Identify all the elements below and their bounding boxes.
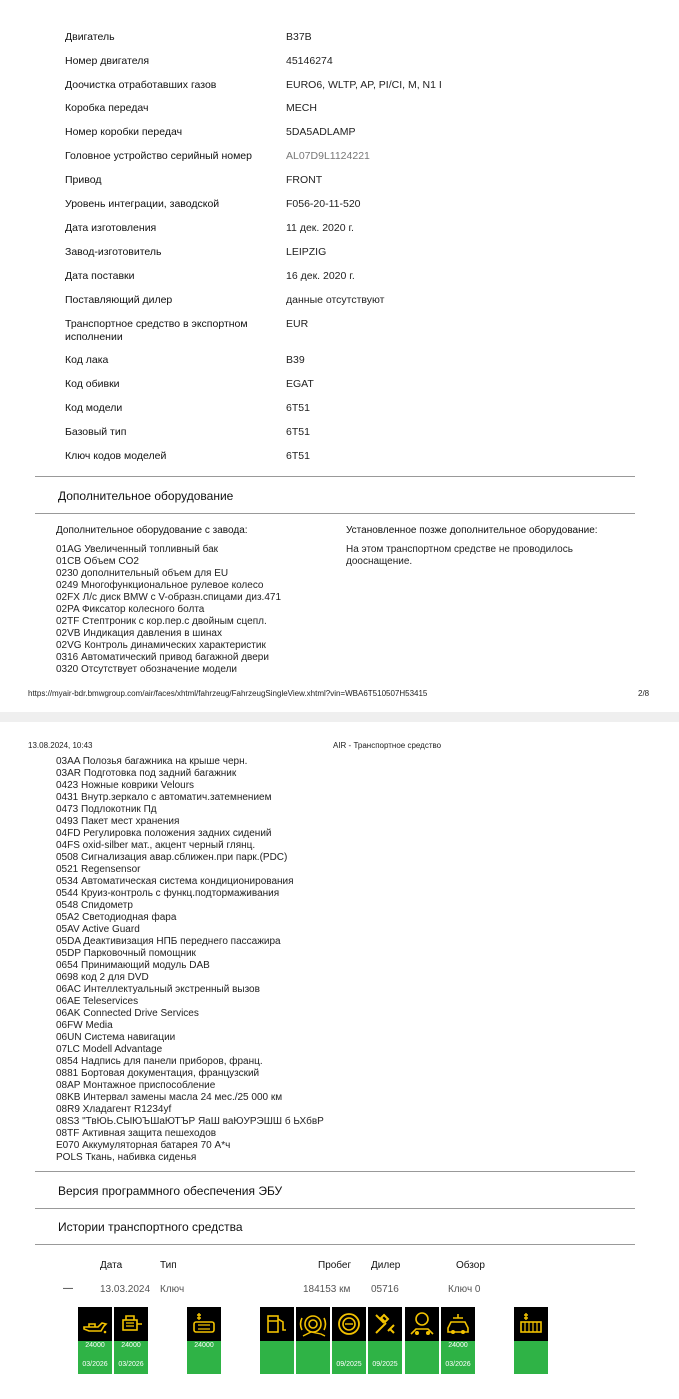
equipment-item: E070 Аккумуляторная батарея 70 А*ч [56,1140,231,1151]
field-label: Дата поставки [65,270,135,282]
service-status [368,1341,402,1374]
factory-equipment-heading: Дополнительное оборудование с завода: [56,525,248,536]
equipment-item: 0654 Принимающий модуль DAB [56,960,210,971]
equipment-item: 02FX Л/с диск BMW с V-образн.спицами диз.471 [56,592,281,603]
field-value: EGAT [286,378,314,390]
service-due-date: 03/2026 [82,1361,108,1368]
equipment-section-title: Дополнительное оборудование [58,489,234,503]
service-tile[interactable] [405,1307,439,1374]
equipment-item: 03AA Полозья багажника на крыше черн. [56,756,248,767]
column-overview: Обзор [456,1260,485,1271]
service-due-date: 09/2025 [336,1361,362,1368]
service-tile[interactable] [368,1307,402,1374]
service-tile[interactable] [187,1307,221,1374]
divider [35,1208,635,1209]
factory-equipment-list [56,544,281,676]
field-label: Код лака [65,354,109,366]
equipment-item: 07LC Modell Advantage [56,1044,163,1055]
wrench-icon [368,1307,402,1341]
field-label: Двигатель [65,31,115,43]
field-value: MECH [286,102,317,114]
column-mileage: Пробег [318,1260,352,1271]
field-value: B39 [286,354,305,366]
service-tile[interactable] [114,1307,148,1374]
equipment-item: 04FD Регулировка положения задних сидений [56,828,272,839]
equipment-item: 0230 дополнительный объем для EU [56,568,229,579]
service-status [514,1341,548,1374]
service-tile[interactable] [78,1307,112,1374]
equipment-item: 0881 Бортовая документация, французский [56,1068,260,1079]
retrofit-equipment-heading: Установленное позже дополнительное оборудование: [346,525,598,536]
equipment-item: 01CB Объем CO2 [56,556,139,567]
service-mileage: 24000 [121,1342,141,1349]
history-mileage: 184153 км [303,1284,351,1295]
equipment-item: 02PA Фиксатор колесного болта [56,604,205,615]
service-mileage: 24000 [194,1342,214,1349]
equipment-item: 08R9 Хладагент R1234yf [56,1104,172,1115]
field-label: Коробка передач [65,102,149,114]
field-label: Поставляющий дилер [65,294,173,306]
field-label: Номер двигателя [65,55,150,67]
service-due-date: 09/2025 [372,1361,398,1368]
divider [35,513,635,514]
field-value: 6T51 [286,402,310,414]
service-tile[interactable] [260,1307,294,1374]
equipment-item: 0473 Подлокотник Пд [56,804,157,815]
fuel-filter-icon [260,1307,294,1341]
service-tile[interactable] [514,1307,548,1374]
field-value: EUR [286,318,309,330]
equipment-item: POLS Ткань, набивка сиденья [56,1152,197,1163]
oil-can-icon [78,1307,112,1341]
field-label: Уровень интеграции, заводской [65,198,220,210]
field-value: 45146274 [286,55,333,67]
service-tile[interactable] [332,1307,366,1374]
collapse-toggle[interactable]: — [63,1283,73,1294]
equipment-item: 05AV Active Guard [56,924,140,935]
equipment-item: 0854 Надпись для панели приборов, франц. [56,1056,263,1067]
brake-pad-icon [296,1307,330,1341]
column-type: Тип [160,1260,177,1271]
equipment-item: 08TF Активная защита пешеходов [56,1128,217,1139]
field-label: Доочистка отработавших газов [65,79,217,91]
retrofit-equipment-text: На этом транспортном средстве не проводилось дооснащение. [346,544,573,567]
equipment-item: 0431 Внутр.зеркало с автоматич.затемнением [56,792,272,803]
print-title: AIR - Транспортное средство [333,741,442,750]
equipment-item: 06FW Media [56,1020,113,1031]
field-value: FRONT [286,174,323,186]
brake-disc-icon [332,1307,366,1341]
equipment-item: 0544 Круиз-контроль с функц.подтормаживания [56,888,280,899]
equipment-item: 0534 Автоматическая система кондиционирования [56,876,294,887]
field-label: Номер коробки передач [65,126,183,138]
field-label: Привод [65,174,102,186]
equipment-item: 0320 Отсутствует обозначение модели [56,664,237,675]
field-value: 6T51 [286,450,310,462]
field-value: данные отсутствуют [286,294,385,306]
column-date: Дата [100,1260,123,1271]
equipment-item: 0493 Пакет мест хранения [56,816,180,827]
equipment-item: 0249 Многофункциональное рулевое колесо [56,580,264,591]
divider [35,1244,635,1245]
field-label: Завод-изготовитель [65,246,162,258]
equipment-item: 04FS oxid-silber мат., акцент черный глянц. [56,840,256,851]
document-page-3 [0,722,679,1399]
field-value: 16 дек. 2020 г. [286,270,355,282]
equipment-item: 02TF Стептроник с кор.пер.с двойным сцепл. [56,616,267,627]
history-date: 13.03.2024 [100,1284,151,1295]
field-label: Транспортное средство в экспортном исполнении [65,318,248,343]
field-label: Головное устройство серийный номер [65,150,252,162]
field-value: AL07D9L1124221 [286,150,370,162]
history-dealer: 05716 [371,1284,399,1295]
equipment-item: 0521 Regensensor [56,864,141,875]
service-status [332,1341,366,1374]
brake-fluid-icon [405,1307,439,1341]
equipment-item: 0508 Сигнализация авар.сближен.при парк.(PDC) [56,852,288,863]
equipment-item: 08KB Интервал замены масла 24 мес./25 000 км [56,1092,283,1103]
ecu-software-title[interactable]: Версия программного обеспечения ЭБУ [58,1184,283,1198]
equipment-item: 03AR Подготовка под задний багажник [56,768,237,779]
equipment-item: 0316 Автоматический привод багажной двери [56,652,269,663]
equipment-item: 0548 Спидометр [56,900,133,911]
equipment-item: 06UN Система навигации [56,1032,176,1043]
field-label: Базовый тип [65,426,127,438]
field-value: 5DA5ADLAMP [286,126,356,138]
equipment-item: 06AE Teleservices [56,996,139,1007]
field-value: LEIPZIG [286,246,327,258]
service-mileage: 24000 [448,1342,468,1349]
equipment-item: 06AK Connected Drive Services [56,1008,199,1019]
oil-filter-icon [114,1307,148,1341]
service-status [296,1341,330,1374]
page-number: 2/8 [638,689,650,698]
equipment-item: 05DP Парковочный помощник [56,948,196,959]
field-value: F056-20-11-520 [286,198,361,210]
microfilter-icon [514,1307,548,1341]
divider [35,1171,635,1172]
particle-filter-icon [187,1307,221,1341]
divider [35,476,635,477]
service-tile[interactable] [441,1307,475,1374]
service-mileage: 24000 [85,1342,105,1349]
field-value: EURO6, WLTP, AP, PI/CI, M, N1 I [286,79,442,91]
field-value: 6T51 [286,426,310,438]
field-value: B37B [286,31,312,43]
factory-equipment-list-continued [56,756,324,1164]
history-overview: Ключ 0 [448,1284,481,1295]
page-separator [0,712,679,722]
equipment-item: 05A2 Светодиодная фара [56,912,177,923]
equipment-item: 01AG Увеличенный топливный бак [56,544,219,555]
service-due-date: 03/2026 [118,1361,144,1368]
equipment-item: 05DA Деактивизация НПБ переднего пассажира [56,936,281,947]
vehicle-check-icon [441,1307,475,1341]
equipment-item: 06AC Интеллектуальный экстренный вызов [56,984,260,995]
equipment-item: 08AP Монтажное приспособление [56,1080,216,1091]
field-label: Дата изготовления [65,222,157,234]
equipment-item: 0698 код 2 для DVD [56,972,149,983]
footer-url[interactable]: https://myair-bdr.bmwgroup.com/air/faces/xhtml/fahrzeug/FahrzeugSingleView.xhtml?vin=WBA6T510507H53415 [28,689,428,698]
history-type: Ключ [160,1284,185,1295]
field-label: Код модели [65,402,123,414]
field-value: 11 дек. 2020 г. [286,222,354,234]
field-label: Код обивки [65,378,120,390]
field-label: Ключ кодов моделей [65,450,167,462]
equipment-item: 02VB Индикация давления в шинах [56,628,222,639]
service-status [260,1341,294,1374]
column-dealer: Дилер [371,1260,401,1271]
vehicle-history-title[interactable]: Истории транспортного средства [58,1220,243,1234]
equipment-item: 08S3 "ТвЮЬ.СЫЮЪШаЮТЪР ЯаШ ваЮУРЭШШ б ЬХбвР [56,1116,324,1127]
equipment-item: 0423 Ножные коврики Velours [56,780,195,791]
print-datetime: 13.08.2024, 10:43 [28,741,93,750]
service-status [405,1341,439,1374]
equipment-item: 02VG Контроль динамических характеристик [56,640,266,651]
service-due-date: 03/2026 [445,1361,471,1368]
service-tile[interactable] [296,1307,330,1374]
